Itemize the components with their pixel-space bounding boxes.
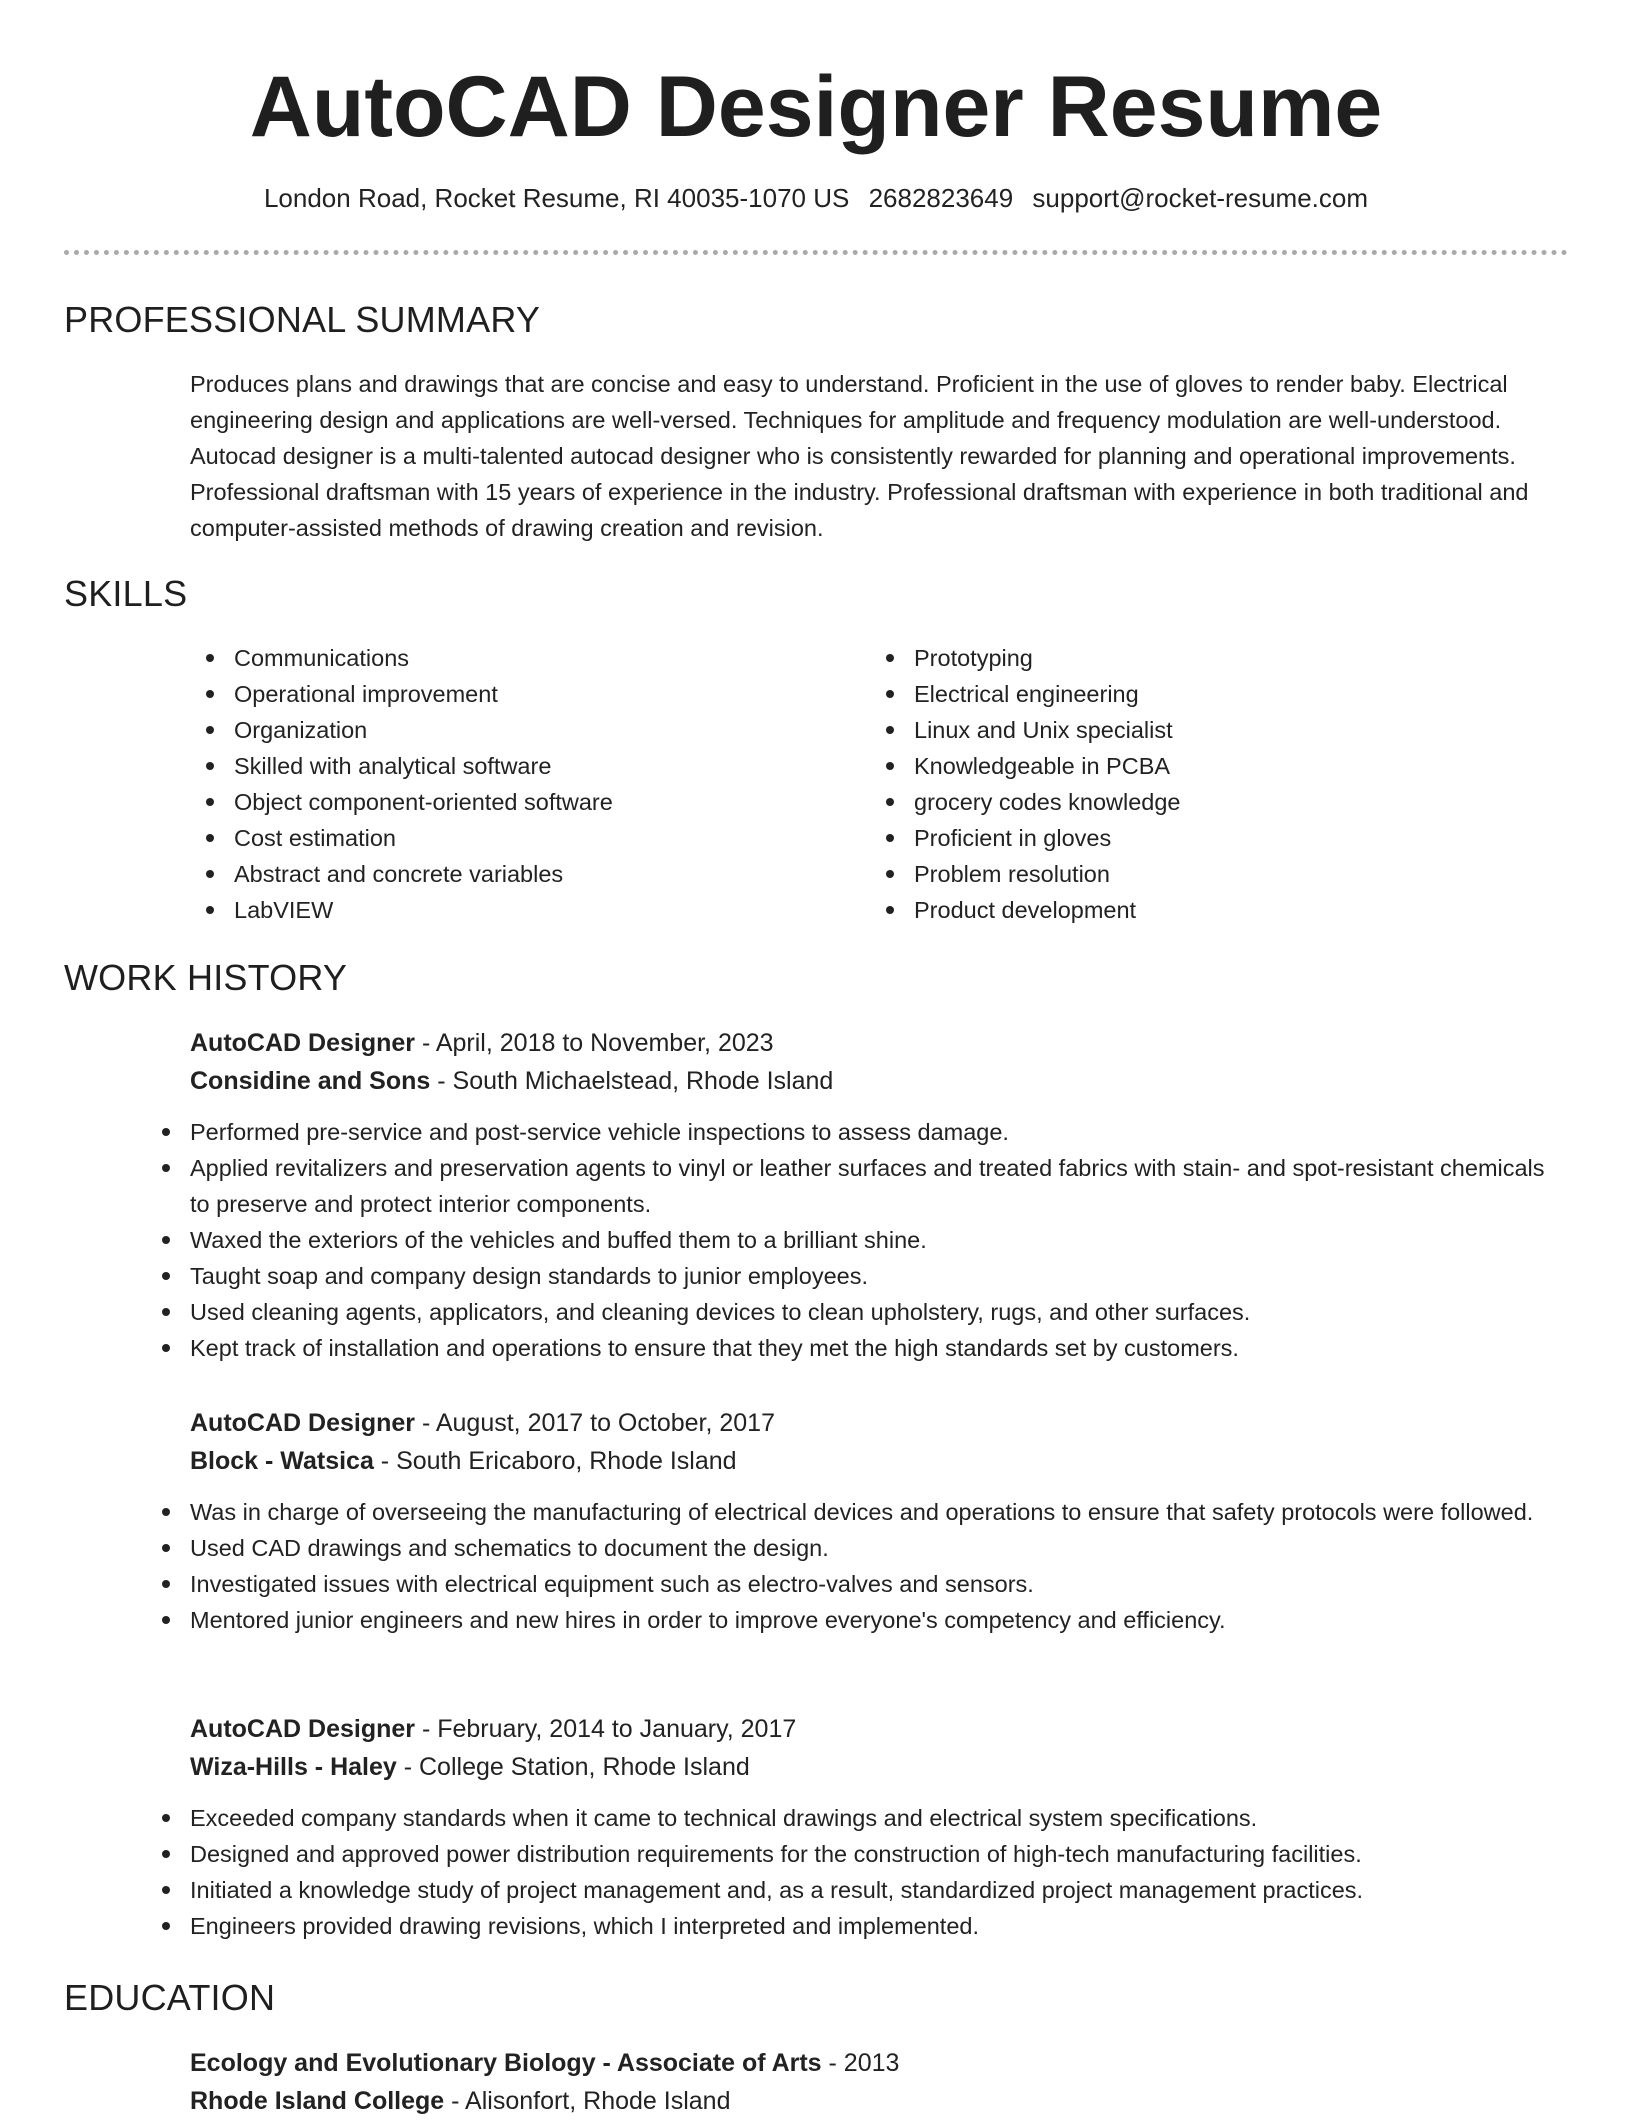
contact-phone: 2682823649 [868,183,1014,213]
job-dates: - April, 2018 to November, 2023 [415,1029,774,1057]
skill-item: Linux and Unix specialist [870,712,1530,748]
job-location: - College Station, Rhode Island [396,1753,750,1781]
contact-email: support@rocket-resume.com [1032,183,1369,213]
section-title-education: EDUCATION [64,1977,276,2018]
contact-address: London Road, Rocket Resume, RI 40035-1070 US [263,183,850,213]
job-company: Considine and Sons [190,1067,431,1095]
job-bullets [146,1800,1570,1944]
skills-list-left [190,640,850,928]
education-degree: Ecology and Evolutionary Biology - Associate of Arts [190,2049,822,2077]
job-company-line [190,1748,1570,1786]
job-dates: - February, 2014 to January, 2017 [415,1715,797,1743]
job-company: Block - Watsica [190,1447,374,1475]
section-title-work: WORK HISTORY [64,957,348,998]
skill-item: Organization [190,712,850,748]
job-bullet: Waxed the exteriors of the vehicles and buffed them to a brilliant shine. [146,1222,1570,1258]
job-location: - South Ericaboro, Rhode Island [373,1447,737,1475]
job-bullet: Used cleaning agents, applicators, and cleaning devices to clean upholstery, rugs, and other surfaces. [146,1294,1570,1330]
job-bullets [146,1494,1570,1638]
skill-item: Cost estimation [190,820,850,856]
skills-list-right [870,640,1530,928]
skill-item: Prototyping [870,640,1530,676]
skill-item: Knowledgeable in PCBA [870,748,1530,784]
resume-title: AutoCAD Designer Resume [249,59,1383,155]
job-bullet: Taught soap and company design standards to junior employees. [146,1258,1570,1294]
section-title-skills: SKILLS [64,573,188,614]
job-bullet: Was in charge of overseeing the manufacturing of electrical devices and operations to ensure that safety protocols were followed. [146,1494,1570,1530]
job-company-line [190,1442,1570,1480]
job-bullet: Kept track of installation and operations to ensure that they met the high standards set by customers. [146,1330,1570,1366]
education-degree-line [190,2044,1570,2082]
education-school-line [190,2082,1570,2120]
job-bullet: Mentored junior engineers and new hires in order to improve everyone's competency and efficiency. [146,1602,1570,1638]
skill-item: grocery codes knowledge [870,784,1530,820]
section-title-summary: PROFESSIONAL SUMMARY [64,299,541,340]
job-entry [190,1404,1570,1638]
job-bullet: Designed and approved power distribution requirements for the construction of high-tech manufacturing facilities. [146,1836,1570,1872]
job-title-line [190,1710,1570,1748]
job-bullet: Investigated issues with electrical equipment such as electro-valves and sensors. [146,1566,1570,1602]
skill-item: Skilled with analytical software [190,748,850,784]
job-title-line [190,1404,1570,1442]
job-bullet: Initiated a knowledge study of project management and, as a result, standardized project management practices. [146,1872,1570,1908]
skill-item: Problem resolution [870,856,1530,892]
skill-item: Object component-oriented software [190,784,850,820]
job-dates: - August, 2017 to October, 2017 [415,1409,775,1437]
skill-item: Operational improvement [190,676,850,712]
job-bullet: Engineers provided drawing revisions, which I interpreted and implemented. [146,1908,1570,1944]
summary-text: Produces plans and drawings that are concise and easy to understand. Proficient in the use of gloves to render baby. Electrical engineering design and applications are well-versed. Techniques for amplitude and frequency modulation are well-understood. Autocad designer is a multi-talented autocad designer who is consistently rewarded for planning and operational improvements. Professional draftsman with 15 years of experience in the industry. Professional draftsman with experience in both traditional and computer-assisted methods of drawing creation and revision. [190,371,1529,541]
education-entry [190,2044,1570,2120]
skill-item: Communications [190,640,850,676]
job-bullets [146,1114,1570,1366]
job-bullet: Used CAD drawings and schematics to document the design. [146,1530,1570,1566]
education-location: - Alisonfort, Rhode Island [444,2087,731,2115]
job-title: AutoCAD Designer [190,1029,416,1057]
skill-item: LabVIEW [190,892,850,928]
job-entry [190,1024,1570,1366]
education-school: Rhode Island College [190,2087,445,2115]
education-year: - 2013 [821,2049,900,2077]
job-bullet: Exceeded company standards when it came to technical drawings and electrical system specifications. [146,1800,1570,1836]
skill-item: Electrical engineering [870,676,1530,712]
job-company: Wiza-Hills - Haley [190,1753,397,1781]
job-bullet: Performed pre-service and post-service vehicle inspections to assess damage. [146,1114,1570,1150]
contact-line [0,180,1632,216]
job-title: AutoCAD Designer [190,1409,416,1437]
skill-item: Proficient in gloves [870,820,1530,856]
job-entry [190,1710,1570,1944]
job-title: AutoCAD Designer [190,1715,416,1743]
job-location: - South Michaelstead, Rhode Island [430,1067,834,1095]
job-company-line [190,1062,1570,1100]
job-title-line [190,1024,1570,1062]
header-divider [64,250,1568,255]
skill-item: Product development [870,892,1530,928]
skill-item: Abstract and concrete variables [190,856,850,892]
job-bullet: Applied revitalizers and preservation agents to vinyl or leather surfaces and treated fabrics with stain- and spot-resistant chemicals to preserve and protect interior components. [146,1150,1570,1222]
